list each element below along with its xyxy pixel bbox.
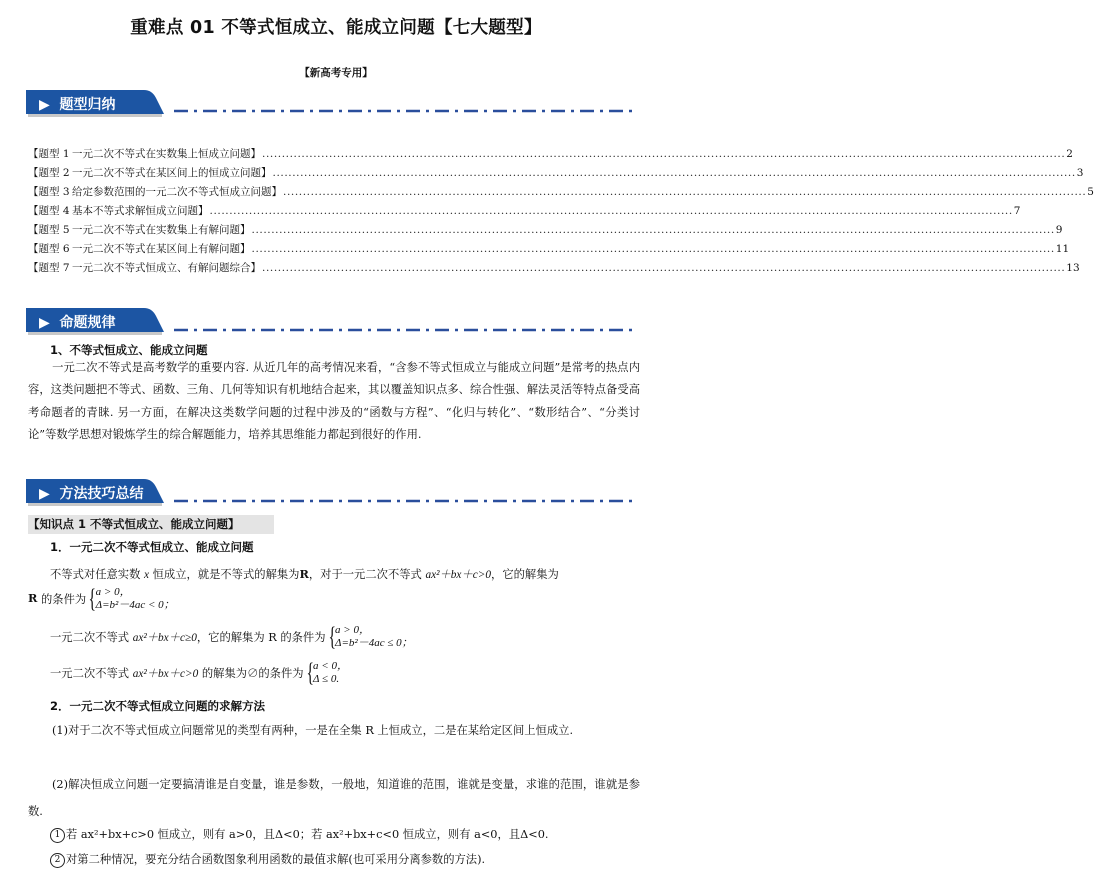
play-triangle-icon: ▶ bbox=[39, 486, 50, 502]
condition-system-1: a > 0， Δ=b²－4ac < 0； bbox=[95, 586, 175, 611]
condition-system-3: a < 0， Δ ≤ 0. bbox=[313, 660, 348, 685]
method-subheading-1: 1．一元二次不等式恒成立、能成立问题 bbox=[50, 540, 254, 554]
toc-title: 一元二次不等式在实数集上恒成立问题】 bbox=[72, 148, 261, 160]
toc-page: 9 bbox=[1055, 224, 1063, 236]
toc-title: 给定参数范围的一元二次不等式恒成立问题】 bbox=[72, 186, 282, 198]
method-line-2: R 的条件为{a > 0， Δ=b²－4ac < 0； bbox=[28, 584, 175, 613]
toc-page: 7 bbox=[1013, 205, 1021, 217]
toc-item[interactable]: 【题型 1 一元二次不等式在实数集上恒成立问题】 ............................................................................................................................................................................................................ 2 bbox=[28, 148, 1073, 160]
dash-dot-divider bbox=[174, 109, 634, 113]
condition-system-2: a > 0， Δ=b²－4ac ≤ 0； bbox=[335, 624, 413, 649]
section-label: 题型归纳 bbox=[59, 97, 116, 113]
toc-item[interactable]: 【题型 2 一元二次不等式在某区间上的恒成立问题】 ............................................................................................................................................................................................................ 3 bbox=[28, 167, 1084, 179]
method-paragraph-1: (1)对于二次不等式恒成立问题常见的类型有两种，一是在全集 R 上恒成立，二是在某给定区间上恒成立. bbox=[52, 724, 574, 737]
play-triangle-icon: ▶ bbox=[39, 315, 50, 331]
circled-number-1: 1 bbox=[50, 828, 65, 843]
rules-heading: 1、不等式恒成立、能成立问题 bbox=[50, 343, 208, 357]
section-label: 命题规律 bbox=[59, 315, 116, 331]
method-subheading-2: 2．一元二次不等式恒成立问题的求解方法 bbox=[50, 699, 265, 713]
toc-item[interactable]: 【题型 6 一元二次不等式在某区间上有解问题】 ............................................................................................................................................................................................................ 11 bbox=[28, 243, 1070, 255]
toc-page: 13 bbox=[1066, 262, 1080, 274]
toc-leader: ............................................................................................................................................................................................................ bbox=[209, 205, 1013, 217]
brace-symbol: { bbox=[88, 584, 97, 613]
circled-number-2: 2 bbox=[50, 853, 65, 868]
play-triangle-icon: ▶ bbox=[39, 97, 50, 113]
toc-title: 一元二次不等式在实数集上有解问题】 bbox=[72, 224, 251, 236]
dash-dot-divider bbox=[174, 499, 634, 503]
knowledge-point-label: 【知识点 1 不等式恒成立、能成立问题】 bbox=[28, 515, 274, 534]
toc-page: 5 bbox=[1087, 186, 1094, 198]
dash-dot-divider bbox=[174, 328, 634, 332]
method-case-1: 1 若 ax²+bx+c>0 恒成立，则有 a>0，且Δ<0；若 ax²+bx+c<0 恒成立，则有 a<0，且Δ<0. bbox=[50, 826, 548, 843]
toc-leader: ............................................................................................................................................................................................................ bbox=[272, 167, 1076, 179]
toc-item[interactable]: 【题型 4 基本不等式求解恒成立问题】 ............................................................................................................................................................................................................ 7 bbox=[28, 205, 1021, 217]
brace-symbol: { bbox=[306, 658, 314, 687]
method-line-1: 不等式对任意实数 x 恒成立，就是不等式的解集为R，对于一元二次不等式 ax²＋bx＋c>0，它的解集为 bbox=[50, 567, 559, 581]
toc-leader: ............................................................................................................................................................................................................ bbox=[262, 262, 1066, 274]
method-line-3: 一元二次不等式 ax²＋bx＋c≥0，它的解集为 R 的条件为{a > 0， Δ=b²－4ac ≤ 0； bbox=[50, 622, 413, 651]
page-title: 重难点 01 不等式恒成立、能成立问题【七大题型】 bbox=[130, 18, 542, 38]
toc-item[interactable]: 【题型 5 一元二次不等式在实数集上有解问题】 ............................................................................................................................................................................................................ 9 bbox=[28, 224, 1063, 236]
toc-page: 11 bbox=[1055, 243, 1070, 255]
toc-title: 一元二次不等式在某区间上有解问题】 bbox=[72, 243, 251, 255]
rules-paragraph: 一元二次不等式是高考数学的重要内容. 从近几年的高考情况来看，“含参不等式恒成立与能成立问题”是常考的热点内容，这类问题把不等式、函数、三角、几何等知识有机地结合起来，其以覆盖知识点多、综合性强、解法灵活等特点备受高考命题者的青睐. 另一方面，在解决这类数学问题的过程中涉及的“函数与方程”、“化归与转化”、“数形结合”、“分类讨论”等数学思想对锻炼学生的综合解题能力，培养其思维能力都起到很好的作用. bbox=[28, 361, 640, 441]
method-case-2: 2 对第二种情况，要充分结合函数图象利用函数的最值求解(也可采用分离参数的方法). bbox=[50, 851, 485, 868]
section-label: 方法技巧总结 bbox=[59, 486, 144, 502]
toc-leader: ............................................................................................................................................................................................................ bbox=[283, 186, 1087, 198]
section-banner-exam-patterns bbox=[26, 308, 166, 334]
toc-item[interactable]: 【题型 3 给定参数范围的一元二次不等式恒成立问题】 ............................................................................................................................................................................................................ 5 bbox=[28, 186, 1094, 198]
method-paragraph-2: (2)解决恒成立问题一定要搞清谁是自变量，谁是参数，一般地，知道谁的范围，谁就是变量，求谁的范围，谁就是参数. bbox=[28, 778, 640, 818]
toc-title: 基本不等式求解恒成立问题】 bbox=[72, 205, 209, 217]
toc-page: 2 bbox=[1066, 148, 1073, 160]
toc-page: 3 bbox=[1076, 167, 1084, 179]
toc-title: 一元二次不等式在某区间上的恒成立问题】 bbox=[72, 167, 272, 179]
toc-item[interactable]: 【题型 7 一元二次不等式恒成立、有解问题综合】 ............................................................................................................................................................................................................ 13 bbox=[28, 262, 1080, 274]
brace-symbol: { bbox=[328, 622, 336, 651]
toc-title: 一元二次不等式恒成立、有解问题综合】 bbox=[72, 262, 261, 274]
method-line-4: 一元二次不等式 ax²＋bx＋c>0 的解集为∅的条件为{a < 0， Δ ≤ 0. bbox=[50, 658, 348, 687]
page-subtitle: 【新高考专用】 bbox=[299, 67, 373, 79]
toc-leader: ............................................................................................................................................................................................................ bbox=[251, 224, 1055, 236]
section-banner-methods bbox=[26, 479, 166, 505]
toc-leader: ............................................................................................................................................................................................................ bbox=[262, 148, 1066, 160]
toc-leader: ............................................................................................................................................................................................................ bbox=[251, 243, 1055, 255]
section-banner-question-types bbox=[26, 90, 166, 116]
